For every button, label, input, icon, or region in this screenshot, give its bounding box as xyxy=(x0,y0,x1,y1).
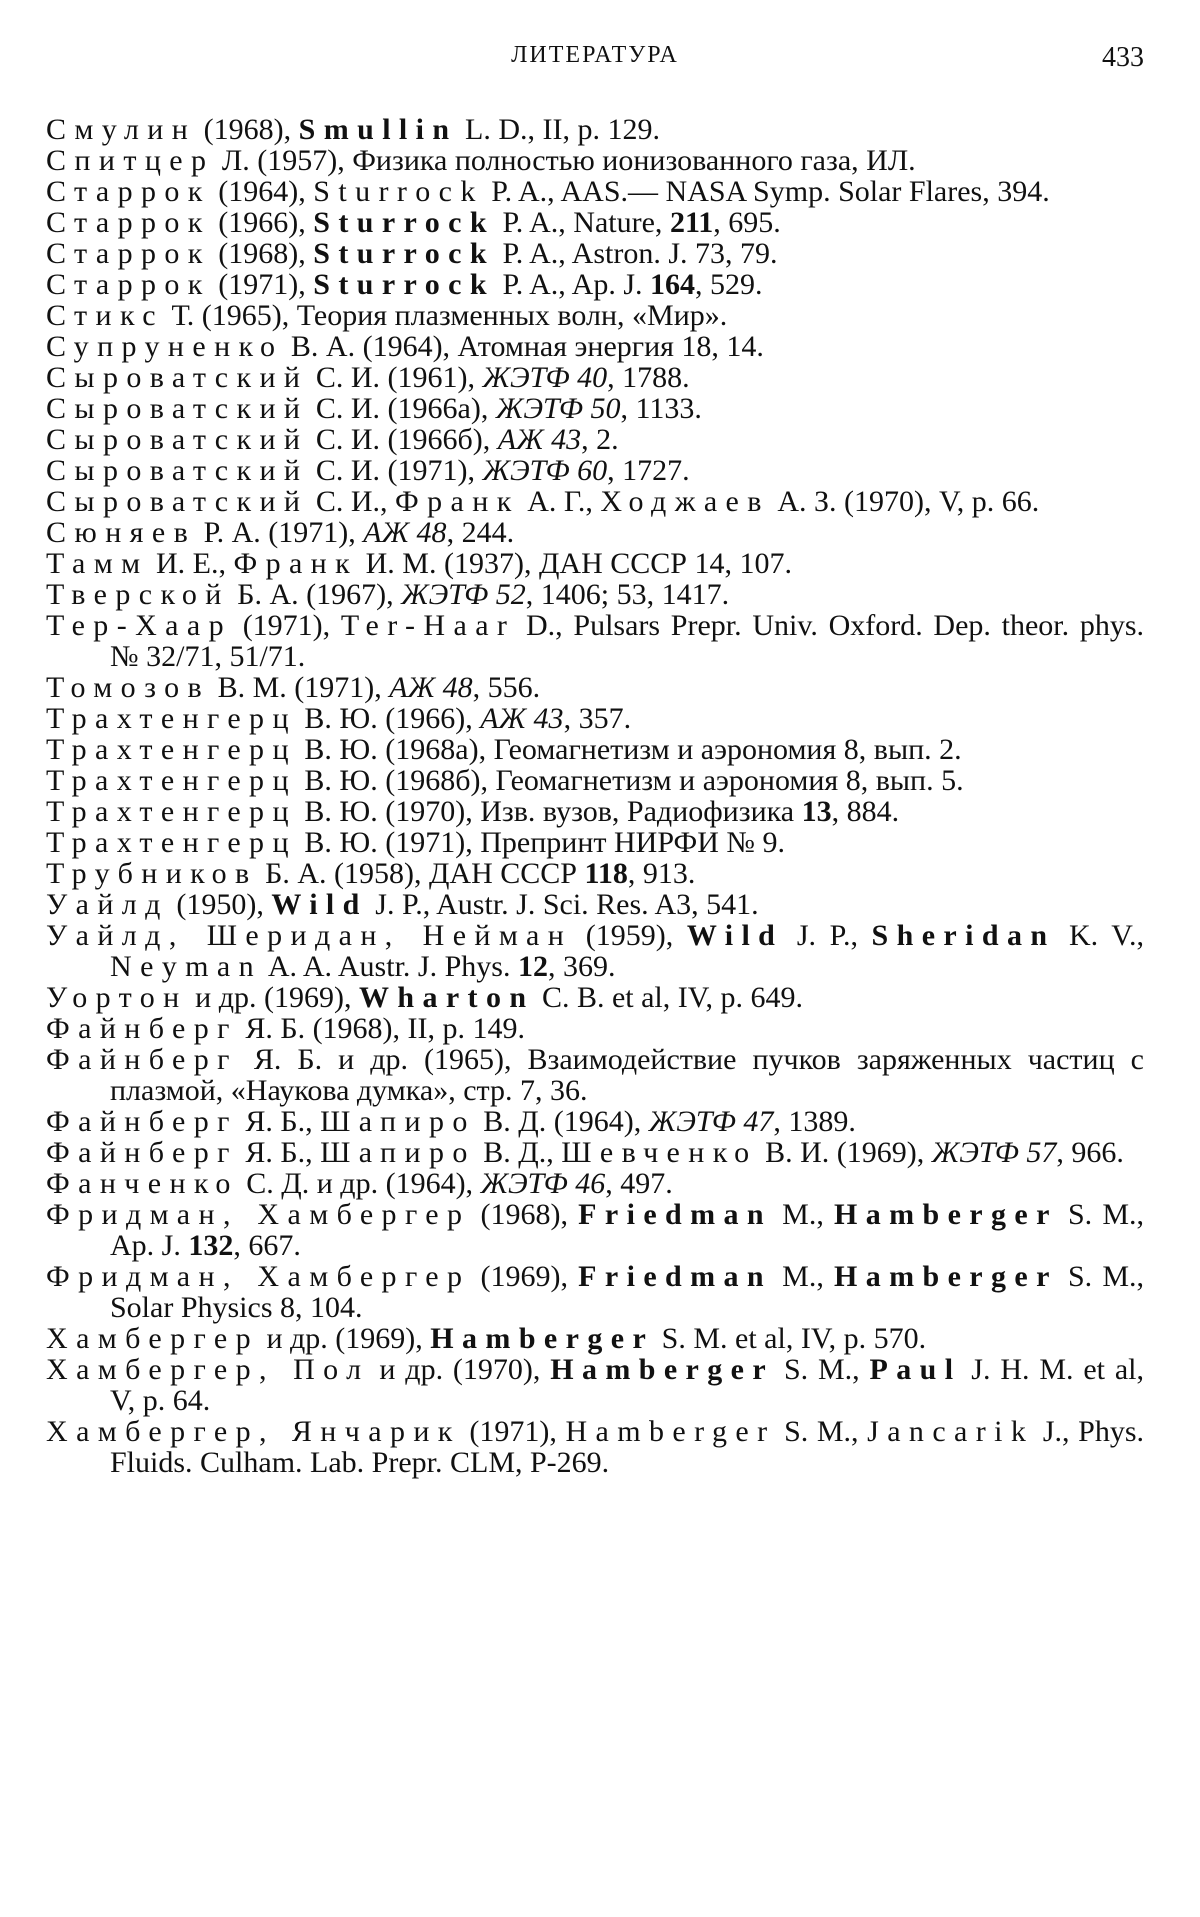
reference-entry: Файнберг Я. Б. (1968), II, p. 149. xyxy=(46,1012,526,1045)
reference-entry: Уортон и др. (1969), Wharton C. B. et al, IV, p. 649. xyxy=(46,981,804,1014)
reference-list xyxy=(46,114,1144,1478)
reference-entry: Тер-Хаар (1971), Ter-Haar D., Pulsars Prepr. Univ. Oxford. Dep. theor. phys. № 32/71, 51/71. xyxy=(46,609,1144,673)
reference-entry: Трахтенгерц В. Ю. (1970), Изв. вузов, Радиофизика 13, 884. xyxy=(46,795,900,828)
reference-entry: Смулин (1968), Smullin L. D., II, p. 129. xyxy=(46,113,660,146)
reference-entry: Томозов В. М. (1971), АЖ 48, 556. xyxy=(46,671,541,704)
reference-entry: Старрок (1968), Sturrock P. A., Astron. J. 73, 79. xyxy=(46,237,778,270)
reference-entry: Хамбергер и др. (1969), Hamberger S. M. et al, IV, p. 570. xyxy=(46,1322,927,1355)
reference-entry: Хамбергер, Янчарик (1971), Hamberger S. M., Jancarik J., Phys. Fluids. Culham. Lab. Prepr. CLM, P-269. xyxy=(46,1415,1145,1479)
reference-entry: Сыроватский С. И. (1966б), АЖ 43, 2. xyxy=(46,423,619,456)
reference-entry: Сюняев Р. А. (1971), АЖ 48, 244. xyxy=(46,516,515,549)
reference-entry: Трахтенгерц В. Ю. (1968б), Геомагнетизм и аэрономия 8, вып. 5. xyxy=(46,764,964,797)
reference-entry: Трубников Б. А. (1958), ДАН СССР 118, 913. xyxy=(46,857,696,890)
reference-entry: Фридман, Хамбергер (1968), Friedman M., Hamberger S. M., Ap. J. 132, 667. xyxy=(46,1198,1144,1262)
reference-entry: Уайлд, Шеридан, Нейман (1959), Wild J. P., Sheridan K. V., Neyman A. A. Austr. J. Phys. 12, 369. xyxy=(46,919,1144,983)
reference-entry: Тамм И. Е., Франк И. М. (1937), ДАН СССР 14, 107. xyxy=(46,547,792,580)
reference-entry: Трахтенгерц В. Ю. (1968а), Геомагнетизм и аэрономия 8, вып. 2. xyxy=(46,733,962,766)
reference-entry: Файнберг Я. Б. и др. (1965), Взаимодействие пучков заряженных частиц с плазмой, «Наукова думка», стр. 7, 36. xyxy=(46,1043,1144,1107)
reference-entry: Сыроватский С. И., Франк А. Г., Ходжаев А. З. (1970), V, p. 66. xyxy=(46,485,1040,518)
reference-entry: Трахтенгерц В. Ю. (1971), Препринт НИРФИ № 9. xyxy=(46,826,785,859)
reference-entry: Трахтенгерц В. Ю. (1966), АЖ 43, 357. xyxy=(46,702,632,735)
reference-entry: Файнберг Я. Б., Шапиро В. Д., Шевченко В. И. (1969), ЖЭТФ 57, 966. xyxy=(46,1136,1124,1169)
reference-entry: Тверской Б. А. (1967), ЖЭТФ 52, 1406; 53, 1417. xyxy=(46,578,730,611)
reference-entry: Фридман, Хамбергер (1969), Friedman M., Hamberger S. M., Solar Physics 8, 104. xyxy=(46,1260,1144,1324)
reference-entry: Сыроватский С. И. (1966а), ЖЭТФ 50, 1133. xyxy=(46,392,702,425)
reference-entry: Спитцер Л. (1957), Физика полностью ионизованного газа, ИЛ. xyxy=(46,144,916,177)
page-header xyxy=(46,42,1144,82)
reference-entry: Сыроватский С. И. (1971), ЖЭТФ 60, 1727. xyxy=(46,454,690,487)
reference-entry: Супруненко В. А. (1964), Атомная энергия 18, 14. xyxy=(46,330,764,363)
reference-entry: Хамбергер, Пол и др. (1970), Hamberger S. M., Paul J. H. M. et al, V, p. 64. xyxy=(46,1353,1144,1417)
reference-entry: Уайлд (1950), Wild J. P., Austr. J. Sci. Res. A3, 541. xyxy=(46,888,759,921)
reference-entry: Старрок (1971), Sturrock P. A., Ap. J. 164, 529. xyxy=(46,268,763,301)
reference-entry: Файнберг Я. Б., Шапиро В. Д. (1964), ЖЭТФ 47, 1389. xyxy=(46,1105,856,1138)
page-number: 433 xyxy=(1102,42,1144,73)
reference-entry: Стикс Т. (1965), Теория плазменных волн, «Мир». xyxy=(46,299,728,332)
reference-entry: Фанченко С. Д. и др. (1964), ЖЭТФ 46, 497. xyxy=(46,1167,673,1200)
reference-entry: Старрок (1964), Sturrock P. A., AAS.— NASA Symp. Solar Flares, 394. xyxy=(46,175,1050,208)
running-title: ЛИТЕРАТУРА xyxy=(511,42,679,68)
reference-entry: Старрок (1966), Sturrock P. A., Nature, 211, 695. xyxy=(46,206,781,239)
reference-entry: Сыроватский С. И. (1961), ЖЭТФ 40, 1788. xyxy=(46,361,690,394)
